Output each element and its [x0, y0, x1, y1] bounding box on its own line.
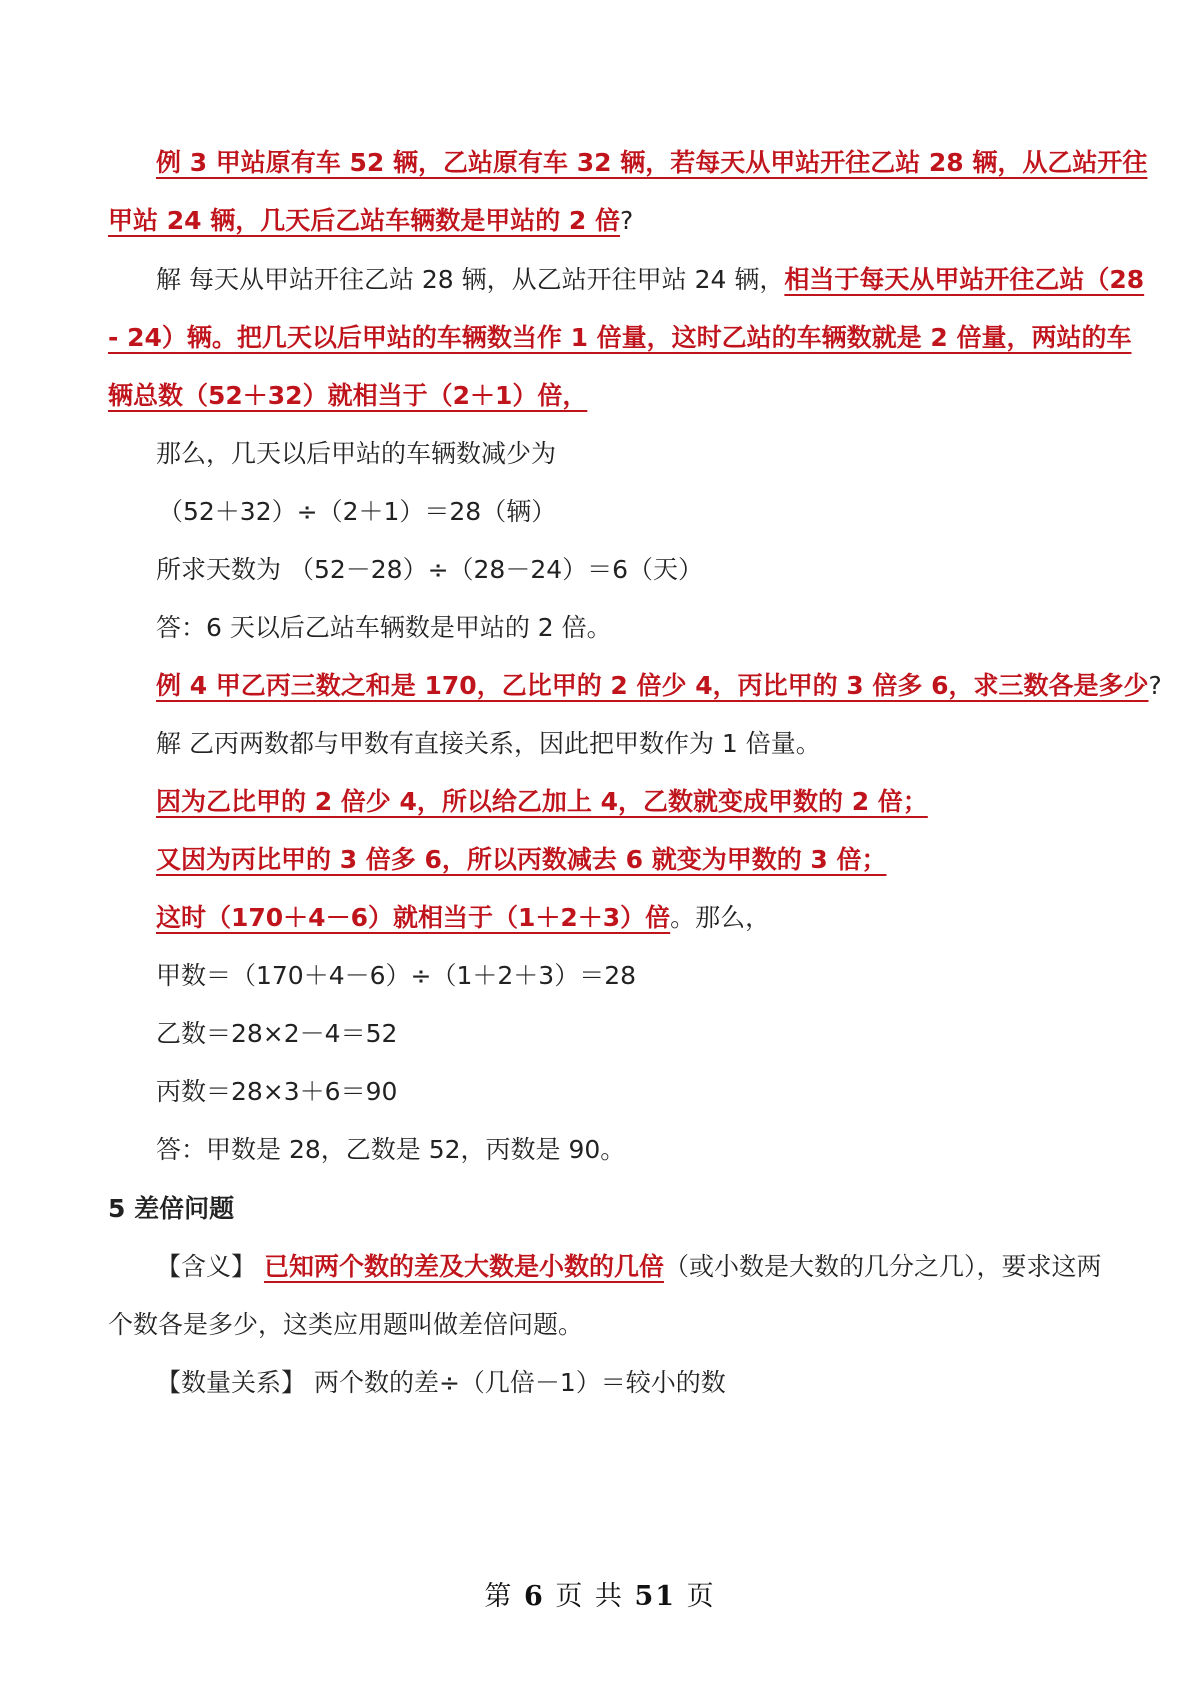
example3-solution-line2: [108, 318, 1131, 358]
example4-answer: 答：甲数是 28，乙数是 52，丙数是 90。: [156, 1135, 626, 1164]
section5-relation: [156, 1363, 726, 1403]
example4-calc-yi: 乙数＝28×2－4＝52: [156, 1019, 398, 1048]
relation-label: 【数量关系】: [156, 1368, 314, 1397]
section5-meaning-line1: [156, 1247, 1101, 1287]
relation-text: 两个数的差÷（几倍－1）＝较小的数: [313, 1368, 726, 1397]
footer-prefix: 第: [484, 1581, 524, 1612]
example4-question-red: 例 4 甲乙丙三数之和是 170，乙比甲的 2 倍少 4，丙比甲的 3 倍多 6，求三数各是多少: [156, 671, 1149, 700]
example4-question: [156, 666, 1162, 706]
example3-question-red-cont: 甲站 24 辆，几天后乙站车辆数是甲站的 2 倍: [108, 206, 621, 235]
footer-total-pages: 51: [634, 1581, 677, 1612]
example3-solution-red: 相当于每天从甲站开往乙站（28: [784, 265, 1145, 294]
example3-solution-red-cont: - 24）辆。把几天以后甲站的车辆数当作 1 倍量，这时乙站的车辆数就是 2 倍量，两站的车: [108, 323, 1132, 352]
example3-solution-red-end: 辆总数（52＋32）就相当于（2＋1）倍，: [108, 381, 588, 410]
footer-suffix: 页: [676, 1581, 716, 1612]
example3-solution-text: 解 每天从甲站开往乙站 28 辆，从乙站开往甲站 24 辆，: [156, 265, 785, 294]
example4-calc-bing: 丙数＝28×3＋6＝90: [156, 1077, 398, 1106]
example4-red-line2: [156, 840, 887, 880]
example3-answer: 答：6 天以后乙站车辆数是甲站的 2 倍。: [156, 613, 612, 642]
example3-calc2: 所求天数为 （52－28）÷（28－24）＝6（天）: [156, 555, 704, 584]
section5-meaning-line2: 个数各是多少，这类应用题叫做差倍问题。: [108, 1310, 584, 1339]
meaning-label: 【含义】: [156, 1252, 264, 1281]
example3-question-mark: ?: [620, 206, 634, 235]
example3-question-line2: [108, 201, 633, 241]
example3-solution-line3: [108, 376, 587, 416]
example4-red-line3: [156, 898, 770, 938]
example4-reason2: 又因为丙比甲的 3 倍多 6，所以丙数减去 6 就变为甲数的 3 倍；: [156, 845, 887, 874]
example3-calc1: （52＋32）÷（2＋1）＝28（辆）: [158, 497, 557, 526]
footer-middle: 页 共: [544, 1581, 635, 1612]
example4-calc-jia: 甲数＝（170＋4－6）÷（1＋2＋3）＝28: [156, 961, 637, 990]
example3-then: 那么，几天以后甲站的车辆数减少为: [156, 439, 557, 468]
example3-question-red: 例 3 甲站原有车 52 辆，乙站原有车 32 辆，若每天从甲站开往乙站 28 辆，从乙站开往: [156, 148, 1148, 177]
example4-reason3: 这时（170＋4－6）就相当于（1＋2＋3）倍: [156, 903, 671, 932]
example4-solution: 解 乙丙两数都与甲数有直接关系，因此把甲数作为 1 倍量。: [156, 729, 821, 758]
meaning-rest: （或小数是大数的几分之几），要求这两: [663, 1252, 1102, 1281]
example3-solution-line1: [156, 260, 1144, 300]
page-footer: [0, 1577, 1200, 1617]
footer-page-number: 6: [523, 1581, 545, 1612]
section5-heading: 5 差倍问题: [108, 1194, 235, 1223]
meaning-red: 已知两个数的差及大数是小数的几倍: [263, 1252, 664, 1281]
example3-question-line1: [156, 143, 1147, 183]
example4-question-mark: ?: [1148, 671, 1162, 700]
example4-reason1: 因为乙比甲的 2 倍少 4，所以给乙加上 4，乙数就变成甲数的 2 倍；: [156, 787, 928, 816]
example4-reason3-tail: 。那么，: [670, 903, 771, 932]
example4-red-line1: [156, 782, 928, 822]
